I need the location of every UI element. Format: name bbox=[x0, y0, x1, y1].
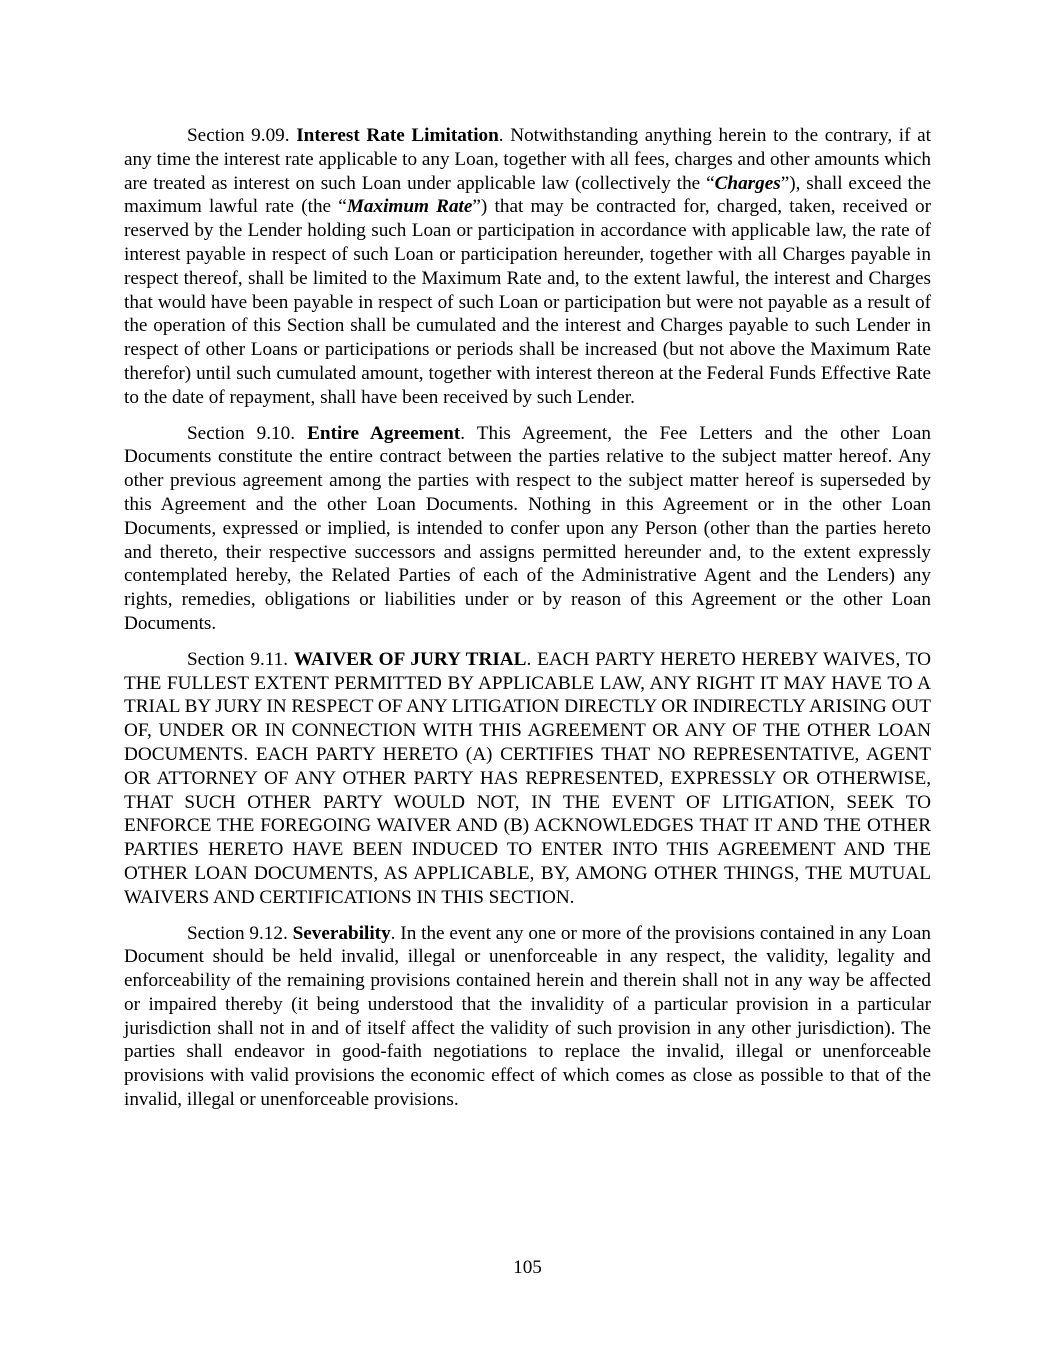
section-number: Section 9.12. bbox=[187, 922, 288, 944]
section-heading: Severability bbox=[292, 922, 391, 944]
section-heading: Entire Agreement bbox=[307, 422, 461, 444]
section-text: ”) that may be contracted for, charged, taken, received or reserved by the Lender holding such Loan or participation in accordance with applicable law, the rate of interest payable in respect of such Loan or participation hereunder, together with all Charges payable in respect thereof, shall be limited to the Maximum Rate and, to the extent lawful, the interest and Charges that would have been payable in respect of such Loan or participation but were not payable as a result of the operation of this Section shall be cumulated and the interest and Charges payable to such Lender in respect of other Loans or participations or periods shall be increased (but not above the Maximum Rate therefor) until such cumulated amount, together with interest thereon at the Federal Funds Effective Rate to the date of repayment, shall have been received by such Lender. bbox=[124, 196, 931, 408]
page-number: 105 bbox=[513, 1257, 542, 1278]
section-heading: WAIVER OF JURY TRIAL bbox=[293, 648, 527, 670]
section-9-11 bbox=[124, 648, 931, 910]
defined-term-maximum-rate: Maximum Rate bbox=[346, 196, 473, 218]
section-text: . EACH PARTY HERETO HEREBY WAIVES, TO THE FULLEST EXTENT PERMITTED BY APPLICABLE LAW, ANY RIGHT IT MAY HAVE TO A TRIAL BY JURY IN RESPECT OF ANY LITIGATION DIRECTLY OR INDIRECTLY ARISING OUT OF, UNDER OR IN CONNECTION WITH THIS AGREEMENT OR ANY OF THE OTHER LOAN DOCUMENTS. EACH PARTY HERETO (A) CERTIFIES THAT NO REPRESENTATIVE, AGENT OR ATTORNEY OF ANY OTHER PARTY HAS REPRESENTED, EXPRESSLY OR OTHERWISE, THAT SUCH OTHER PARTY WOULD NOT, IN THE EVENT OF LITIGATION, SEEK TO ENFORCE THE FOREGOING WAIVER AND (B) ACKNOWLEDGES THAT IT AND THE OTHER PARTIES HERETO HAVE BEEN INDUCED TO ENTER INTO THIS AGREEMENT AND THE OTHER LOAN DOCUMENTS, AS APPLICABLE, BY, AMONG OTHER THINGS, THE MUTUAL WAIVERS AND CERTIFICATIONS IN THIS SECTION. bbox=[124, 648, 931, 908]
section-number: Section 9.10. bbox=[187, 422, 296, 444]
section-text: ”), shall exceed the maximum lawful rate (the “ bbox=[124, 172, 932, 218]
section-9-12 bbox=[124, 922, 931, 1112]
section-heading: Interest Rate Limitation bbox=[296, 125, 499, 146]
defined-term-charges: Charges bbox=[714, 172, 781, 194]
section-text: . Notwithstanding anything herein to the contrary, if at any time the interest rate applicable to any Loan, together with all fees, charges and other amounts which are treated as interest on such Loan under applicable law (collectively the “ bbox=[124, 125, 931, 194]
section-text: . In the event any one or more of the provisions contained in any Loan Document should be held invalid, illegal or unenforceable in any respect, the validity, legality and enforceability of the remaining provisions contained herein and therein shall not in any way be affected or impaired thereby (it being understood that the invalidity of a particular provision in a particular jurisdiction shall not in and of itself affect the validity of such provision in any other jurisdiction). The parties shall endeavor in good-faith negotiations to replace the invalid, illegal or unenforceable provisions with valid provisions the economic effect of which comes as close as possible to that of the invalid, illegal or unenforceable provisions. bbox=[124, 922, 931, 1111]
section-9-10 bbox=[124, 422, 931, 636]
section-9-09 bbox=[124, 124, 931, 410]
document-page bbox=[124, 124, 931, 1124]
section-number: Section 9.11. bbox=[187, 648, 289, 670]
section-text: . This Agreement, the Fee Letters and the other Loan Documents constitute the entire contract between the parties relative to the subject matter hereof. Any other previous agreement among the parties with respect to the subject matter hereof is superseded by this Agreement and the other Loan Documents. Nothing in this Agreement or in the other Loan Documents, expressed or implied, is intended to confer upon any Person (other than the parties hereto and thereto, their respective successors and assigns permitted hereunder and, to the extent expressly contemplated hereby, the Related Parties of each of the Administrative Agent and the Lenders) any rights, remedies, obligations or liabilities under or by reason of this Agreement or the other Loan Documents. bbox=[124, 422, 932, 634]
section-number: Section 9.09. bbox=[187, 125, 290, 146]
